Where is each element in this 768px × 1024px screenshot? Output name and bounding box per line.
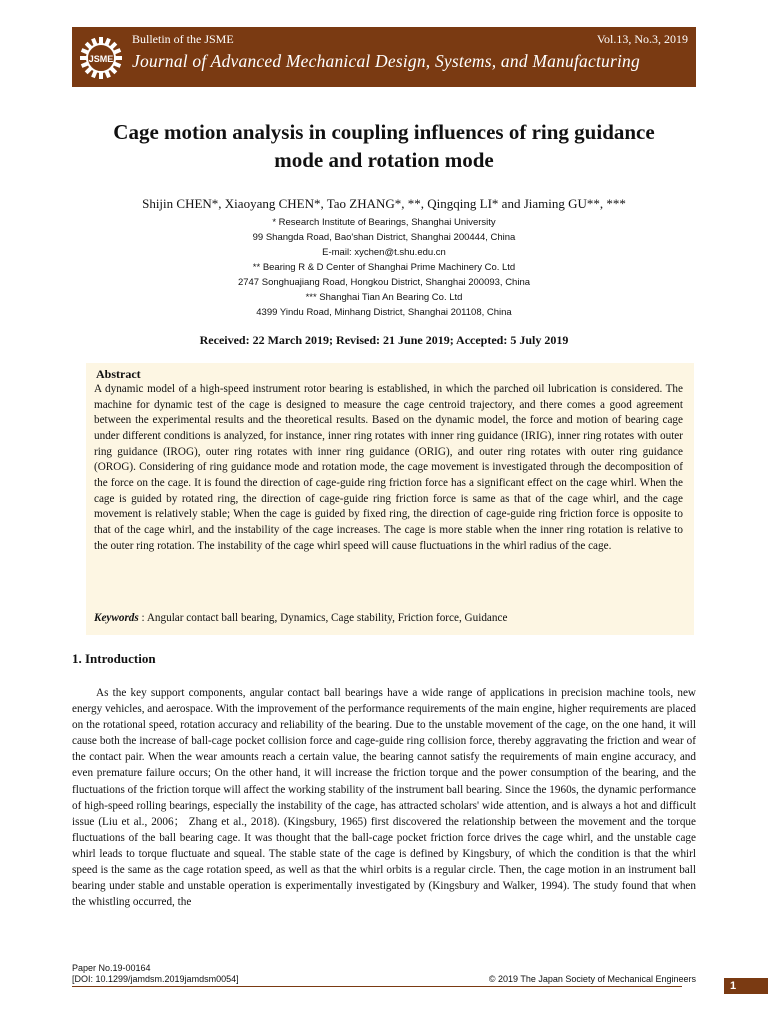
page-number: 1 bbox=[724, 978, 768, 994]
footer-divider bbox=[72, 986, 682, 987]
volume-issue: Vol.13, No.3, 2019 bbox=[596, 32, 688, 46]
submission-dates: Received: 22 March 2019; Revised: 21 June 2019; Accepted: 5 July 2019 bbox=[199, 333, 569, 347]
abstract-heading: Abstract bbox=[96, 367, 141, 381]
bulletin-label: Bulletin of the JSME bbox=[132, 32, 234, 46]
affiliation-line: 2747 Songhuajiang Road, Hongkou District, Shanghai 200093, China bbox=[237, 277, 531, 288]
author-list: Shijin CHEN*, Xiaoyang CHEN*, Tao ZHANG*, **, Qingqing LI* and Jiaming GU**, *** bbox=[142, 196, 626, 211]
footer-paper-info bbox=[72, 963, 239, 985]
paper-title-line-1: Cage motion analysis in coupling influences of ring guidance bbox=[113, 120, 655, 144]
paper-title-line-2: mode and rotation mode bbox=[274, 148, 494, 172]
keywords bbox=[94, 612, 507, 624]
doi: [DOI: 10.1299/jamdsm.2019jamdsm0054] bbox=[72, 974, 239, 984]
journal-title: Journal of Advanced Mechanical Design, Systems, and Manufacturing bbox=[132, 51, 640, 71]
affiliation-email: E-mail: xychen@t.shu.edu.cn bbox=[322, 247, 446, 258]
affiliation-line: 4399 Yindu Road, Minhang District, Shanghai 201108, China bbox=[256, 307, 512, 318]
paper-number: Paper No.19-00164 bbox=[72, 963, 151, 973]
jsme-logo-icon bbox=[78, 35, 124, 81]
abstract-text: A dynamic model of a high-speed instrument rotor bearing is established, in which the parched oil lubrication is considered. The machine for dynamic test of the cage is designed to measure the cage centroid trajectory, and there comes a good agreement between the experimental results and the theoretical results. Based on the dynamic model, the force and motion of bearing cage under different conditions is analyzed, for instance, inner ring rotates with inner ring guidance (IRIG), inner ring rotates with outer ring guidance (IROG), outer ring rotates with inner ring guidance (ORIG), and outer ring rotates with outer ring guidance (OROG). Considering of ring guidance mode and rotation mode, the cage movement is investigated through the decomposition of the force on the cage. It is found the direction of cage-guide ring friction force has a significant effect on the cage whirl. When the cage is guided by rotated ring, the direction of cage-guide ring friction force is same as that of the cage whirl, and the cage movement is relatively stable; When the cage is guided by fixed ring, the direction of cage-guide ring friction force is opposite to that of the cage whirl, and the instability of the cage increases. The cage is more stable when the inner ring rotation is relative to the outer ring rotation. The instability of the cage whirl speed will cause fluctuations in the whirl radius of the cage. bbox=[94, 383, 683, 552]
affiliation-line: ** Bearing R & D Center of Shanghai Prime Machinery Co. Ltd bbox=[252, 262, 516, 273]
section-heading-introduction: 1. Introduction bbox=[72, 651, 156, 666]
keywords-list: : Angular contact ball bearing, Dynamics, Cage stability, Friction force, Guidance bbox=[138, 612, 508, 624]
introduction-text: As the key support components, angular contact ball bearings have a wide range of applications in precision machine tools, new energy vehicles, and aerospace. With the improvement of the performance requirements of the main engine, higher requirements are placed on the rotational speed, rotation accuracy and reliability of the bearing. Due to the unstable movement of the cage, on the one hand, it will cause both the increase of ball-cage pocket collision force and cage-guide ring collision force, thereby aggravating the friction and wear of the contact pair. When the wear amounts reach a certain value, the bearing cannot satisfy the requirements of main engine accuracy, and even premature failure occurs; On the other hand, it will increase the friction torque and the power consumption of the bearing, and the fluctuations of the friction torque will affect the working stability of the instrument ball bearing. Since the 1960s, the dynamic performance of high-speed rolling bearings, especially the instability of the cage, has attracted scholars' wide attention, and is always a hot and difficult issue (Liu et al., 2006； Zhang et al., 2018). (Kingsbury, 1965) first discovered the relationship between the movement and the torque fluctuations of the ball bearing cage. It was thought that the ball-cage pocket friction force drives the cage whirl, and the unstable cage whirl leads to torque fluctuate and squeal. The stable state of the cage is defined by Kingsbury, of which the condition is that the whirl speed is the same as the cage rotation speed, as well as that the whirl orbits is a regular circle. Then, the cage motion in an instrument ball bearing under stable and unstable operation is experimentally investigated by (Kingsbury and Walker, 1994). The study found that when the whistling occurred, the bbox=[72, 687, 696, 909]
keywords-label: Keywords bbox=[94, 612, 139, 624]
affiliation-line: *** Shanghai Tian An Bearing Co. Ltd bbox=[305, 292, 463, 303]
journal-banner bbox=[72, 27, 696, 87]
copyright: © 2019 The Japan Society of Mechanical Engineers bbox=[488, 974, 696, 984]
affiliation-line: * Research Institute of Bearings, Shanghai University bbox=[272, 217, 496, 228]
affiliations bbox=[72, 215, 696, 320]
paper-title bbox=[72, 118, 696, 174]
svg-text:JSME: JSME bbox=[88, 54, 114, 64]
abstract-box bbox=[86, 363, 694, 635]
affiliation-line: 99 Shangda Road, Bao'shan District, Shanghai 200444, China bbox=[252, 232, 516, 243]
